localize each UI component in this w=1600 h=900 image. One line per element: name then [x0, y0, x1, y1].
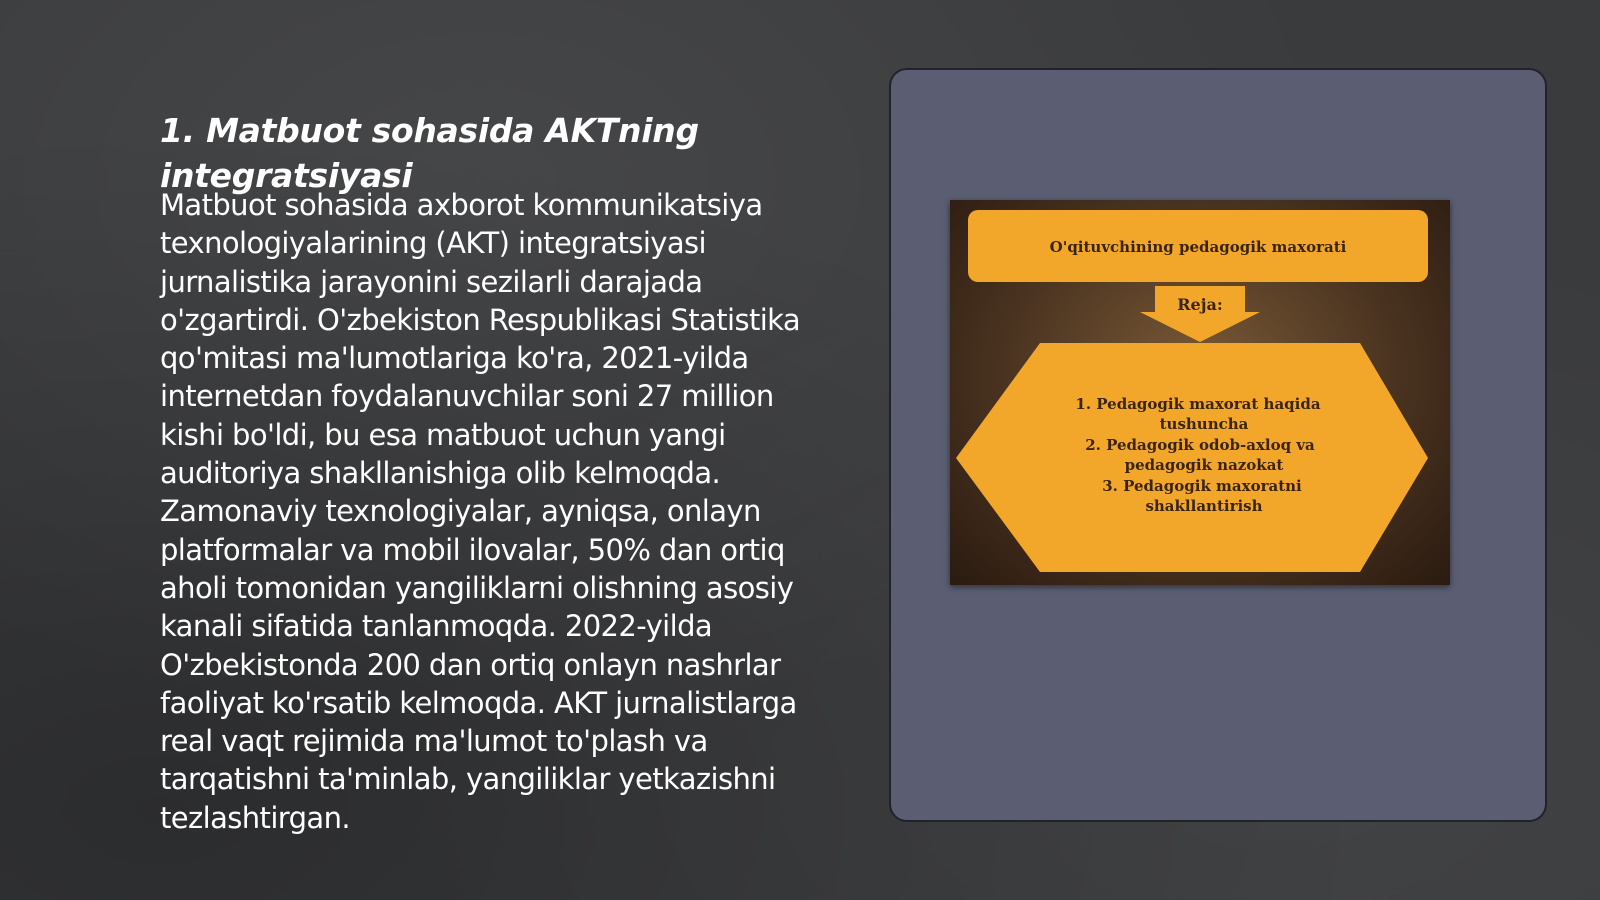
diagram-item-1a: 1. Pedagogik maxorat haqida: [1075, 395, 1321, 413]
slide-body-text: Matbuot sohasida axborot kommunikatsiya texnologiyalarining (AKT) integratsiyasi jurnalistika jarayonini sezilarli darajada o'zgartirdi. O'zbekiston Respublikasi Statistika qo'mitasi ma'lumotlariga ko'ra, 2021-yilda internetdan foydalanuvchilar soni 27 million kishi bo'ldi, bu esa matbuot uchun yangi auditoriya shakllanishiga olib kelmoqda. Zamonaviy texnologiyalar, ayniqsa, onlayn platformalar va mobil ilovalar, 50% dan ortiq aholi tomonidan yangiliklarni olishning asosiy kanali sifatida tanlanmoqda. 2022-yilda O'zbekistonda 200 dan ortiq onlayn nashrlar faoliyat ko'rsatib kelmoqda. AKT jurnalistlarga real vaqt rejimida ma'lumot to'plash va tarqatishni ta'minlab, yangiliklar yetkazishni tezlashtirgan.: [160, 188, 801, 835]
diagram-svg: [950, 200, 1450, 585]
slide-title: 1. Matbuot sohasida AKTning integratsiyasi: [160, 111, 699, 195]
embedded-diagram-image: [950, 200, 1450, 585]
diagram-item-3a: 3. Pedagogik maxoratni: [1102, 477, 1302, 495]
diagram-item-3b: shakllantirish: [1145, 497, 1263, 515]
slide-text-block: [160, 108, 840, 837]
diagram-arrow-label: Reja:: [1177, 295, 1223, 314]
diagram-item-1b: tushuncha: [1159, 415, 1249, 433]
diagram-item-2b: pedagogik nazokat: [1124, 456, 1284, 474]
diagram-item-2a: 2. Pedagogik odob-axloq va: [1085, 436, 1315, 454]
diagram-header-text: O'qituvchining pedagogik maxorati: [1049, 238, 1347, 256]
